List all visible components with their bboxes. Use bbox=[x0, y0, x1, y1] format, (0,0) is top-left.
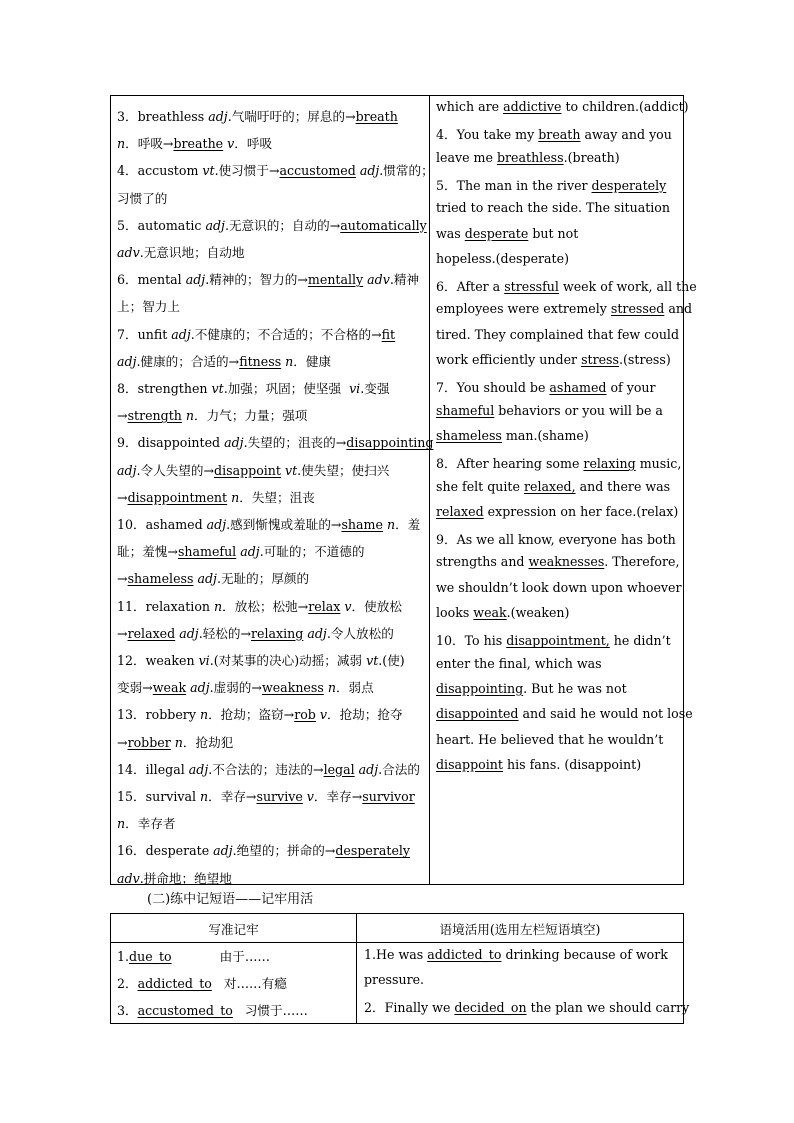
answer-blank: weak bbox=[473, 605, 507, 620]
text-run: to children.(addict) bbox=[561, 99, 689, 114]
text-run: 4．You take my bbox=[436, 127, 539, 143]
answer-blank: accustomed bbox=[279, 163, 356, 179]
text-run: ．抢劫；抢夺 bbox=[326, 707, 403, 723]
text-line bbox=[117, 704, 403, 723]
text-line bbox=[117, 1000, 308, 1019]
text-run: of your bbox=[606, 380, 656, 396]
answer-blank: breath bbox=[355, 109, 398, 124]
answer-blank: relaxing bbox=[583, 456, 636, 472]
text-run: adj bbox=[117, 462, 137, 478]
text-run: adj bbox=[171, 326, 191, 342]
answer-blank: desperately bbox=[591, 177, 667, 193]
text-line bbox=[364, 997, 689, 1016]
vocabulary-table bbox=[110, 95, 697, 886]
answer-blank: disappointing bbox=[436, 680, 524, 696]
answer-blank: relaxed, bbox=[523, 478, 576, 494]
text-run: 13．robbery bbox=[117, 707, 200, 723]
text-run: adj bbox=[355, 163, 380, 179]
text-run: 习惯于…… bbox=[232, 1003, 308, 1018]
text-run: .加强；巩固；使坚强 bbox=[223, 381, 350, 396]
text-run: 7．You should be bbox=[436, 380, 550, 396]
answer-blank: desperately bbox=[335, 843, 411, 859]
text-run: n bbox=[117, 816, 126, 832]
text-line bbox=[117, 296, 180, 315]
text-run: ．呼吸→ bbox=[125, 136, 174, 152]
text-line bbox=[117, 541, 364, 560]
text-run: n bbox=[214, 598, 223, 614]
text-run: employees were extremely bbox=[436, 301, 611, 317]
text-run: n bbox=[181, 408, 195, 424]
phrase-table bbox=[110, 913, 690, 1024]
text-run: ．幸存→ bbox=[313, 789, 363, 804]
text-run: ．抢劫犯 bbox=[182, 734, 234, 750]
answer-blank: survivor bbox=[362, 789, 415, 804]
text-line bbox=[436, 327, 679, 342]
text-run: adj bbox=[188, 761, 209, 777]
text-line bbox=[436, 656, 602, 671]
text-run: 6．mental bbox=[117, 272, 186, 288]
text-run: 12．weaken bbox=[117, 653, 199, 668]
text-run: vi bbox=[349, 381, 361, 396]
answer-blank: shameful bbox=[436, 402, 495, 418]
text-run: → bbox=[117, 489, 128, 505]
answer-blank: shame bbox=[341, 517, 383, 532]
text-run: 3． bbox=[117, 1003, 138, 1018]
answer-blank: relaxed bbox=[436, 503, 484, 519]
text-run: 变弱→ bbox=[117, 680, 153, 696]
text-run: which are bbox=[436, 99, 504, 114]
answer-blank: shameless bbox=[436, 427, 502, 443]
text-run: ．呼吸 bbox=[234, 136, 273, 152]
text-run: ．抢劫；盗窃→ bbox=[208, 707, 295, 723]
text-line bbox=[117, 242, 244, 261]
text-run: 9．As we all know, everyone has both bbox=[436, 532, 676, 548]
text-run: .(对某事的决心)动摇；减弱 bbox=[209, 653, 367, 668]
answer-blank: survive bbox=[256, 789, 303, 804]
text-line bbox=[436, 554, 679, 569]
text-run: → bbox=[117, 734, 128, 750]
text-run: ．放松；松弛→ bbox=[222, 598, 309, 614]
text-line bbox=[436, 479, 670, 494]
answer-blank: addicted_to bbox=[427, 947, 502, 962]
text-run: adv bbox=[363, 272, 390, 288]
answer-blank: disappointed bbox=[436, 706, 519, 722]
text-run: adv bbox=[117, 245, 140, 260]
text-run: 1.He was bbox=[364, 947, 428, 962]
answer-blank: shameless bbox=[127, 571, 194, 587]
text-run: 上；智力上 bbox=[117, 299, 180, 315]
text-line bbox=[117, 568, 309, 587]
text-line bbox=[117, 813, 176, 832]
answer-blank: robber bbox=[127, 734, 171, 750]
text-run: .惯常的； bbox=[379, 163, 434, 179]
text-run: adj bbox=[224, 435, 244, 451]
text-run: .轻松的→ bbox=[198, 625, 252, 641]
text-line bbox=[117, 351, 331, 370]
text-run: n bbox=[117, 136, 126, 152]
text-run: .(使) bbox=[378, 653, 405, 668]
text-run: tired. They complained that few could bbox=[436, 326, 680, 342]
text-run: 14．illegal bbox=[117, 761, 189, 777]
text-run: 9．disappointed bbox=[117, 435, 225, 451]
text-line bbox=[117, 973, 287, 992]
text-run: vt bbox=[211, 381, 224, 396]
text-run: ．力气；力量；强项 bbox=[194, 408, 308, 424]
text-run: leave me bbox=[436, 149, 497, 165]
text-run: v bbox=[302, 789, 314, 804]
text-line bbox=[436, 124, 672, 143]
answer-blank: disappoint bbox=[214, 462, 281, 478]
answer-blank: relaxed bbox=[127, 625, 176, 641]
text-run: week of work, all the bbox=[558, 279, 697, 295]
text-run: 3．breathless bbox=[117, 109, 209, 124]
column-header-right: 语境活用(选用左栏短语填空) bbox=[439, 922, 601, 937]
text-run: → bbox=[117, 571, 128, 587]
text-line bbox=[117, 487, 315, 506]
answer-blank: disappointment bbox=[127, 489, 228, 505]
text-run: strengths and bbox=[436, 554, 529, 570]
text-line bbox=[436, 732, 663, 747]
text-run: 5．The man in the river bbox=[436, 177, 592, 193]
text-run: 对……有瘾 bbox=[211, 976, 287, 991]
text-line bbox=[117, 786, 415, 805]
text-line bbox=[436, 580, 682, 595]
text-run: .失望的；沮丧的→ bbox=[243, 435, 347, 451]
text-run: vt bbox=[366, 653, 379, 668]
text-line bbox=[117, 160, 434, 179]
text-run: v bbox=[340, 598, 352, 614]
text-run: ．弱点 bbox=[335, 680, 374, 696]
text-line bbox=[436, 529, 676, 548]
text-line bbox=[117, 596, 402, 615]
answer-blank: decided_on bbox=[454, 1000, 527, 1015]
text-run: and there was bbox=[575, 478, 671, 494]
answer-blank: addicted_to bbox=[137, 976, 212, 991]
text-line bbox=[117, 759, 420, 778]
text-run: adj bbox=[213, 843, 233, 859]
text-run: .拼命地；绝望地 bbox=[139, 870, 232, 886]
section-heading: (二)练中记短语——记牢用活 bbox=[147, 892, 314, 907]
answer-blank: weaknesses bbox=[528, 554, 605, 570]
text-line bbox=[117, 460, 389, 479]
text-run: adj bbox=[303, 625, 327, 641]
text-run: ．失望；沮丧 bbox=[239, 489, 315, 505]
text-run: .气喘吁吁的；屏息的→ bbox=[227, 109, 356, 124]
text-line bbox=[117, 405, 307, 424]
text-run: n bbox=[170, 734, 183, 750]
text-run: .精神 bbox=[389, 272, 420, 288]
text-line bbox=[436, 504, 678, 519]
text-run: adj bbox=[117, 353, 137, 369]
text-line bbox=[436, 453, 681, 472]
text-run: work efficiently under bbox=[436, 352, 582, 367]
text-line bbox=[436, 605, 569, 620]
text-line bbox=[436, 175, 666, 194]
answer-blank: mentally bbox=[307, 272, 364, 288]
text-run: 由于…… bbox=[171, 949, 271, 964]
text-run: v bbox=[315, 707, 327, 723]
text-run: .合法的 bbox=[378, 761, 420, 777]
text-line bbox=[436, 301, 692, 316]
text-line bbox=[436, 630, 671, 649]
text-run: ．使放松 bbox=[351, 598, 402, 614]
text-run: .不健康的；不合适的；不合格的→ bbox=[190, 326, 382, 342]
text-line bbox=[436, 428, 589, 443]
text-run: .使习惯于→ bbox=[214, 163, 280, 179]
text-run: 6．After a bbox=[436, 279, 505, 295]
text-run: → bbox=[117, 408, 128, 424]
text-run: ．幸存→ bbox=[208, 789, 257, 804]
text-run: .令人失望的→ bbox=[136, 462, 215, 478]
text-line bbox=[117, 946, 270, 965]
text-run: heart. He believed that he wouldn’t bbox=[436, 731, 664, 747]
text-run: expression on her face.(relax) bbox=[483, 503, 679, 519]
text-run: man.(shame) bbox=[501, 427, 589, 443]
answer-blank: weak bbox=[152, 680, 187, 696]
text-line bbox=[117, 677, 374, 696]
answer-blank: disappointment, bbox=[506, 633, 610, 649]
answer-blank: stressful bbox=[504, 279, 559, 295]
answer-blank: addictive bbox=[503, 99, 562, 114]
text-line bbox=[436, 403, 663, 418]
answer-blank: breathe bbox=[173, 136, 224, 152]
text-run: 1. bbox=[117, 949, 130, 964]
text-run: adj bbox=[205, 217, 225, 233]
answer-blank: desperate bbox=[464, 225, 529, 241]
column-divider bbox=[429, 96, 430, 884]
text-line bbox=[117, 650, 405, 669]
answer-blank: fit bbox=[381, 326, 396, 342]
text-line bbox=[117, 623, 394, 642]
text-line bbox=[117, 378, 389, 397]
answer-blank: strength bbox=[127, 408, 182, 424]
text-run: .(breath) bbox=[563, 149, 620, 165]
text-run: vt bbox=[280, 462, 298, 478]
text-line bbox=[364, 972, 424, 987]
text-run: n bbox=[199, 707, 209, 723]
answer-blank: disappoint bbox=[436, 756, 503, 772]
text-run: .感到惭愧或羞耻的→ bbox=[226, 517, 342, 532]
text-run: 15．survival bbox=[117, 789, 201, 804]
text-line bbox=[436, 276, 697, 295]
text-line bbox=[117, 840, 410, 859]
text-line bbox=[436, 352, 671, 367]
text-run: .不合法的；违法的→ bbox=[208, 761, 324, 777]
text-run: .无意识地；自动地 bbox=[139, 245, 245, 260]
text-run: he didn’t bbox=[609, 633, 671, 649]
text-run: adj bbox=[193, 571, 217, 587]
text-run: behaviors or you will be a bbox=[494, 402, 663, 418]
text-run: n bbox=[323, 680, 336, 696]
text-run: .令人放松的 bbox=[326, 625, 394, 641]
text-line bbox=[117, 324, 395, 343]
answer-blank: relaxing bbox=[251, 625, 304, 641]
text-run: .无意识的；自动的→ bbox=[224, 217, 341, 233]
text-line bbox=[436, 150, 620, 165]
text-run: 5．automatic bbox=[117, 217, 206, 233]
text-run: 耻；羞愧→ bbox=[117, 544, 178, 560]
answer-blank: stress bbox=[581, 352, 619, 367]
text-run: adj bbox=[206, 517, 227, 532]
text-run: n bbox=[281, 353, 294, 369]
text-run: looks bbox=[436, 605, 474, 620]
text-run: .变强 bbox=[360, 381, 390, 396]
text-run: n bbox=[200, 789, 209, 804]
text-line bbox=[117, 106, 398, 125]
text-line bbox=[436, 99, 689, 114]
text-run: n bbox=[382, 517, 396, 532]
text-run: 2． bbox=[117, 976, 138, 991]
text-line bbox=[117, 432, 433, 451]
text-line bbox=[117, 514, 420, 533]
text-line bbox=[436, 681, 627, 696]
text-line bbox=[436, 757, 641, 772]
text-run: 16．desperate bbox=[117, 843, 214, 859]
answer-blank: weakness bbox=[261, 680, 324, 696]
answer-blank: breathless bbox=[496, 149, 564, 165]
text-run: enter the final, which was bbox=[436, 655, 602, 671]
text-run: and said he would not lose bbox=[518, 706, 693, 722]
text-run: ．羞 bbox=[395, 517, 421, 532]
text-run: the plan we should carry bbox=[526, 1000, 690, 1015]
text-run: .(stress) bbox=[619, 352, 671, 367]
text-run: away and you bbox=[580, 127, 672, 143]
answer-blank: ashamed bbox=[549, 380, 607, 396]
answer-blank: disappointing bbox=[346, 435, 434, 451]
answer-blank: relax bbox=[308, 598, 341, 614]
text-line bbox=[117, 215, 427, 234]
text-line bbox=[364, 947, 668, 962]
text-run: .健康的；合适的→ bbox=[136, 353, 240, 369]
text-run: adj bbox=[175, 625, 199, 641]
text-run: ．健康 bbox=[293, 353, 332, 369]
answer-blank: automatically bbox=[340, 217, 427, 233]
text-run: adj bbox=[186, 680, 210, 696]
answer-blank: fitness bbox=[239, 353, 282, 369]
text-run: 2．Finally we bbox=[364, 1000, 455, 1015]
text-run: .(weaken) bbox=[506, 605, 570, 620]
text-run: and bbox=[664, 301, 693, 317]
column-header-left: 写准记牢 bbox=[208, 922, 259, 937]
text-run: .绝望的；拼命的→ bbox=[232, 843, 336, 859]
text-run: music, bbox=[635, 456, 682, 472]
text-run: vi bbox=[198, 653, 210, 668]
answer-blank: accustomed_to bbox=[137, 1003, 233, 1018]
text-run: 10．To his bbox=[436, 633, 507, 649]
text-run: vt bbox=[202, 163, 215, 179]
text-run: 7．unfit bbox=[117, 326, 172, 342]
text-line bbox=[117, 269, 419, 288]
text-line bbox=[117, 133, 272, 152]
text-run: adv bbox=[117, 870, 140, 886]
text-line bbox=[436, 200, 670, 215]
text-run: . But he was not bbox=[523, 680, 627, 696]
text-run: . Therefore, bbox=[604, 554, 680, 570]
text-run: n bbox=[227, 489, 240, 505]
answer-blank: stressed bbox=[610, 301, 665, 317]
text-line bbox=[117, 868, 232, 887]
text-line bbox=[436, 377, 656, 396]
text-run: .可耻的；不道德的 bbox=[259, 544, 365, 560]
text-run: we shouldn’t look down upon whoever bbox=[436, 579, 682, 595]
text-run: .使失望；使扫兴 bbox=[297, 462, 390, 478]
answer-blank: breath bbox=[538, 127, 581, 143]
answer-blank: due_to bbox=[129, 949, 172, 964]
text-run: she felt quite bbox=[436, 478, 524, 494]
text-line bbox=[117, 732, 233, 751]
text-run: adj bbox=[354, 761, 379, 777]
text-run: but not bbox=[528, 225, 579, 241]
text-run: 4．accustom bbox=[117, 163, 203, 179]
text-line bbox=[436, 251, 569, 266]
text-run: adj bbox=[208, 109, 228, 124]
text-run: drinking because of work bbox=[501, 947, 668, 962]
text-run: 8．After hearing some bbox=[436, 456, 584, 472]
answer-blank: shameful bbox=[177, 544, 237, 560]
text-run: 11．relaxation bbox=[117, 598, 215, 614]
text-run: adj bbox=[236, 544, 260, 560]
text-line bbox=[436, 706, 693, 721]
text-run: .无耻的；厚颜的 bbox=[216, 571, 310, 587]
header-divider bbox=[111, 942, 683, 943]
text-run: .精神的；智力的→ bbox=[205, 272, 308, 288]
text-line bbox=[436, 226, 578, 241]
text-run: 习惯了的 bbox=[117, 190, 168, 206]
text-run: ．幸存者 bbox=[125, 816, 176, 832]
text-run: adj bbox=[185, 272, 206, 288]
text-run: 8．strengthen bbox=[117, 381, 212, 396]
text-run: his fans. (disappoint) bbox=[502, 756, 642, 772]
text-run: → bbox=[117, 625, 128, 641]
text-run: hopeless.(desperate) bbox=[436, 250, 569, 266]
text-run: 10．ashamed bbox=[117, 517, 207, 532]
text-run: was bbox=[436, 225, 465, 241]
text-run: pressure. bbox=[364, 972, 425, 987]
text-line bbox=[117, 188, 167, 207]
text-run: v bbox=[223, 136, 235, 152]
answer-blank: rob bbox=[294, 707, 316, 723]
text-run: tried to reach the side. The situation bbox=[436, 200, 670, 216]
answer-blank: legal bbox=[323, 761, 355, 777]
text-run: .虚弱的→ bbox=[209, 680, 262, 696]
